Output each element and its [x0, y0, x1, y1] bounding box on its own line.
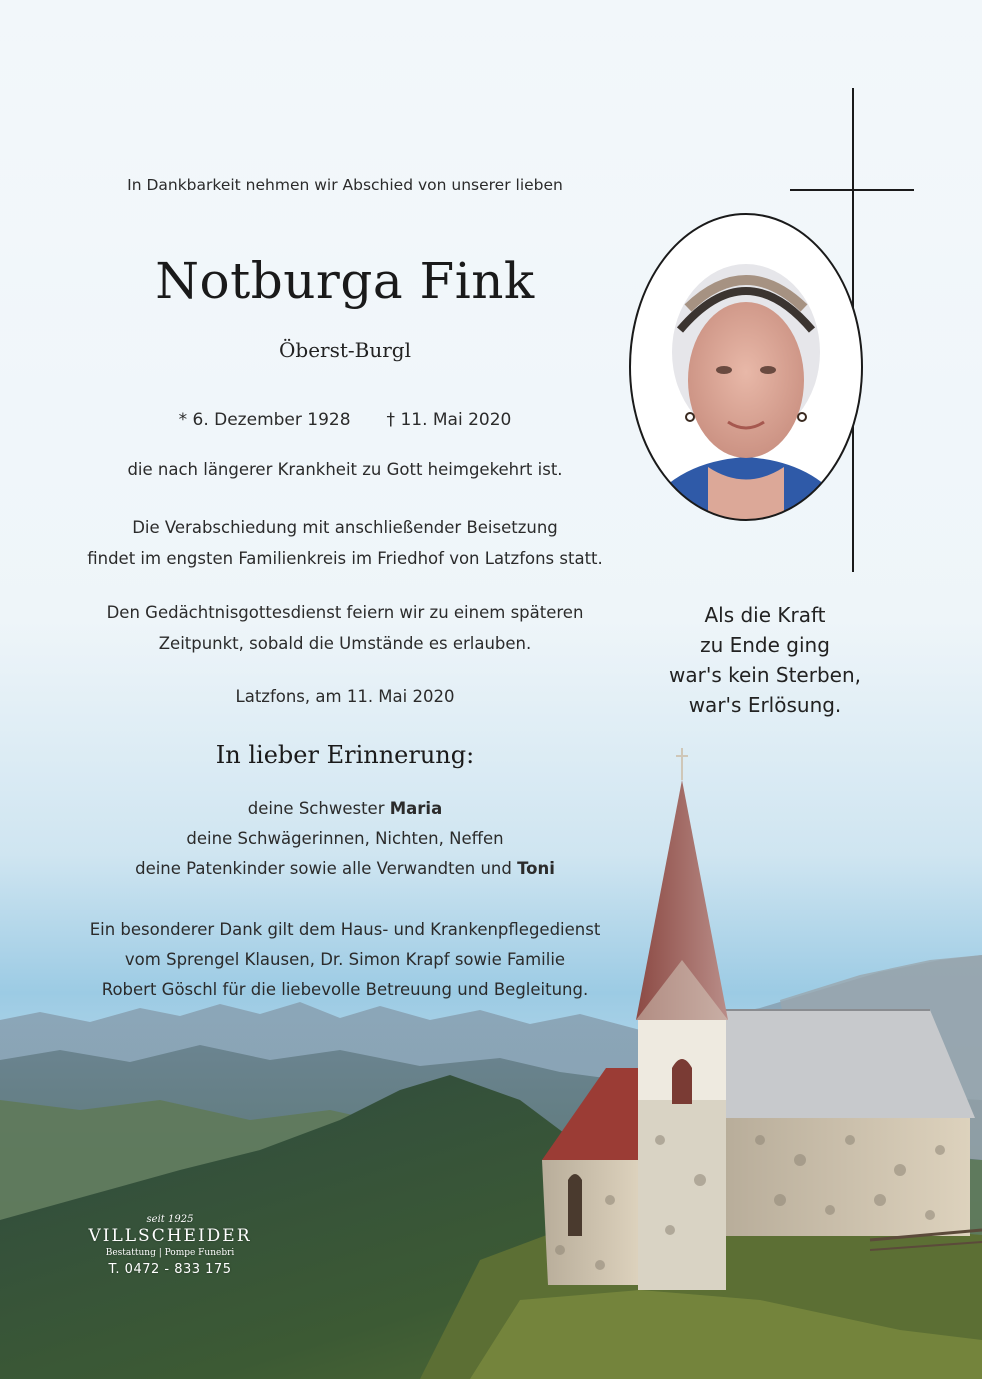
mourner-line: deine Schwägerinnen, Nichten, Neffen [186, 829, 504, 848]
farewell-line: findet im engsten Familienkreis im Friedhof von Latzfons statt. [87, 549, 603, 568]
deceased-name: Notburga Fink [155, 252, 535, 310]
cross-icon-bar [790, 189, 914, 191]
verse-line: war's kein Sterben, [669, 663, 861, 687]
mourner-highlight: Toni [517, 859, 555, 878]
mass-text [60, 597, 630, 659]
death-date: † 11. Mai 2020 [386, 410, 512, 430]
thanks-line: Ein besonderer Dank gilt dem Haus- und Krankenpflegedienst [89, 920, 601, 939]
verse-line: war's Erlösung. [688, 693, 842, 717]
verse-line: Als die Kraft [704, 603, 826, 627]
mass-line: Zeitpunkt, sobald die Umstände es erlauben. [158, 634, 532, 653]
logo-since: seit 1925 [146, 1214, 194, 1225]
thanks-text [60, 915, 630, 1005]
logo-subtitle: Bestattung | Pompe Funebri [105, 1248, 235, 1258]
verse [640, 600, 890, 720]
farewell-line: Die Verabschiedung mit anschließender Beisetzung [132, 518, 558, 537]
nickname: Öberst-Burgl [279, 338, 411, 362]
mourner-line: deine Patenkinder sowie alle Verwandten und Toni [135, 859, 555, 878]
farewell-text [60, 512, 630, 574]
mourner-line: deine Schwester Maria [247, 799, 443, 818]
person-portrait [628, 212, 864, 522]
life-dates [60, 410, 630, 430]
verse-line: zu Ende ging [700, 633, 830, 657]
mass-line: Den Gedächtnisgottesdienst feiern wir zu einem späteren [106, 603, 584, 622]
mourner-highlight: Maria [389, 799, 443, 818]
thanks-line: Robert Göschl für die liebevolle Betreuung und Begleitung. [101, 980, 589, 999]
undertaker-logo [70, 1214, 270, 1277]
phone-number: T. 0472 - 833 175 [108, 1262, 232, 1277]
thanks-line: vom Sprengel Klausen, Dr. Simon Krapf sowie Familie [124, 950, 566, 969]
logo-brand: VILLSCHEIDER [88, 1226, 252, 1246]
birth-date: * 6. Dezember 1928 [178, 410, 351, 430]
passing-text: die nach längerer Krankheit zu Gott heimgekehrt ist. [127, 460, 563, 479]
mourners-list [60, 794, 630, 884]
memory-title: In lieber Erinnerung: [215, 741, 475, 769]
intro-text: In Dankbarkeit nehmen wir Abschied von unserer lieben [127, 176, 563, 194]
place-date: Latzfons, am 11. Mai 2020 [235, 687, 455, 706]
